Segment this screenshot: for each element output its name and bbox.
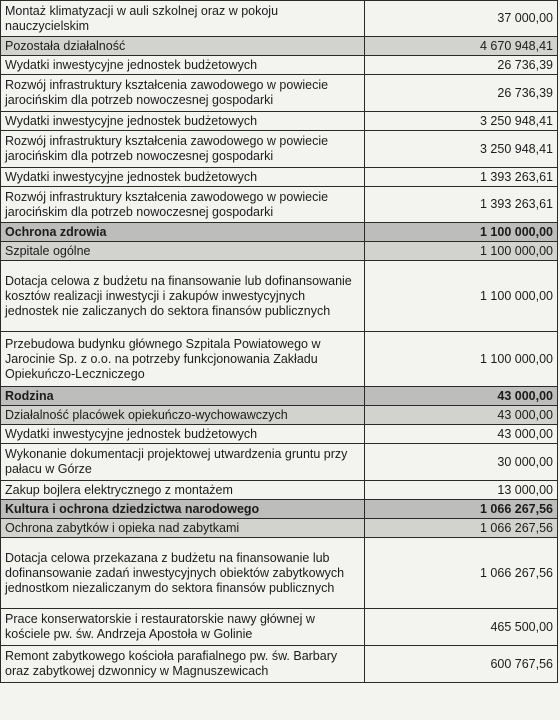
table-row-item bbox=[1, 56, 558, 75]
row-amount-cell: 1 393 263,61 bbox=[365, 168, 558, 187]
table-row-task bbox=[1, 187, 558, 223]
row-name-cell: Wykonanie dokumentacji projektowej utwardzenia gruntu przy pałacu w Górze bbox=[1, 444, 365, 481]
budget-table-body bbox=[1, 1, 558, 683]
row-name-cell: Prace konserwatorskie i restauratorskie nawy głównej w kościele pw. św. Andrzeja Apostoła w Golinie bbox=[1, 609, 365, 646]
row-amount-cell: 30 000,00 bbox=[365, 444, 558, 481]
row-name-cell: Pozostała działalność bbox=[1, 37, 365, 56]
table-row-task bbox=[1, 1, 558, 37]
row-amount-cell: 1 066 267,56 bbox=[365, 538, 558, 609]
row-name-cell: Dotacja celowa z budżetu na finansowanie lub dofinansowanie kosztów realizacji inwestycji i zakupów inwestycyjnych jednostek nie zaliczanych do sektora finansów publicznych bbox=[1, 261, 365, 332]
table-row-item bbox=[1, 168, 558, 187]
row-amount-cell: 37 000,00 bbox=[365, 1, 558, 37]
row-amount-cell: 3 250 948,41 bbox=[365, 131, 558, 168]
row-name-cell: Remont zabytkowego kościoła parafialnego pw. św. Barbary oraz zabytkowej dzwonnicy w Magnuszewicach bbox=[1, 646, 365, 683]
table-row-task bbox=[1, 75, 558, 112]
row-name-cell: Wydatki inwestycyjne jednostek budżetowych bbox=[1, 56, 365, 75]
table-row-task bbox=[1, 646, 558, 683]
row-amount-cell: 13 000,00 bbox=[365, 481, 558, 500]
row-name-cell: Szpitale ogólne bbox=[1, 242, 365, 261]
row-name-cell: Montaż klimatyzacji w auli szkolnej oraz w pokoju nauczycielskim bbox=[1, 1, 365, 37]
row-name-cell: Rozwój infrastruktury kształcenia zawodowego w powiecie jarocińskim dla potrzeb nowoczesnej gospodarki bbox=[1, 75, 365, 112]
row-name-cell: Ochrona zdrowia bbox=[1, 223, 365, 242]
row-name-cell: Wydatki inwestycyjne jednostek budżetowych bbox=[1, 168, 365, 187]
row-name-cell: Kultura i ochrona dziedzictwa narodowego bbox=[1, 500, 365, 519]
row-amount-cell: 1 100 000,00 bbox=[365, 332, 558, 387]
table-row-section bbox=[1, 223, 558, 242]
table-row-task bbox=[1, 131, 558, 168]
row-amount-cell: 43 000,00 bbox=[365, 425, 558, 444]
row-amount-cell: 1 100 000,00 bbox=[365, 242, 558, 261]
row-name-cell: Przebudowa budynku głównego Szpitala Powiatowego w Jarocinie Sp. z o.o. na potrzeby funkcjonowania Zakładu Opiekuńczo-Leczniczego bbox=[1, 332, 365, 387]
table-row-item bbox=[1, 425, 558, 444]
row-name-cell: Rozwój infrastruktury kształcenia zawodowego w powiecie jarocińskim dla potrzeb nowoczesnej gospodarki bbox=[1, 131, 365, 168]
row-amount-cell: 26 736,39 bbox=[365, 75, 558, 112]
table-row-task bbox=[1, 609, 558, 646]
row-amount-cell: 4 670 948,41 bbox=[365, 37, 558, 56]
row-amount-cell: 43 000,00 bbox=[365, 387, 558, 406]
row-amount-cell: 1 100 000,00 bbox=[365, 223, 558, 242]
row-name-cell: Ochrona zabytków i opieka nad zabytkami bbox=[1, 519, 365, 538]
row-amount-cell: 26 736,39 bbox=[365, 56, 558, 75]
table-row-item bbox=[1, 261, 558, 332]
row-amount-cell: 600 767,56 bbox=[365, 646, 558, 683]
row-name-cell: Zakup bojlera elektrycznego z montażem bbox=[1, 481, 365, 500]
row-name-cell: Rodzina bbox=[1, 387, 365, 406]
table-row-section bbox=[1, 500, 558, 519]
row-name-cell: Dotacja celowa przekazana z budżetu na finansowanie lub dofinansowanie zadań inwestycyjnych obiektów zabytkowych jednostkom niezaliczanym do sektora finansów publicznych bbox=[1, 538, 365, 609]
row-name-cell: Rozwój infrastruktury kształcenia zawodowego w powiecie jarocińskim dla potrzeb nowoczesnej gospodarki bbox=[1, 187, 365, 223]
table-row-item bbox=[1, 538, 558, 609]
row-amount-cell: 43 000,00 bbox=[365, 406, 558, 425]
table-row-task bbox=[1, 444, 558, 481]
row-name-cell: Wydatki inwestycyjne jednostek budżetowych bbox=[1, 112, 365, 131]
table-row-section bbox=[1, 387, 558, 406]
table-row-subsection bbox=[1, 37, 558, 56]
row-amount-cell: 3 250 948,41 bbox=[365, 112, 558, 131]
row-amount-cell: 465 500,00 bbox=[365, 609, 558, 646]
table-row-subsection bbox=[1, 519, 558, 538]
row-name-cell: Wydatki inwestycyjne jednostek budżetowych bbox=[1, 425, 365, 444]
row-amount-cell: 1 393 263,61 bbox=[365, 187, 558, 223]
row-amount-cell: 1 066 267,56 bbox=[365, 500, 558, 519]
row-amount-cell: 1 066 267,56 bbox=[365, 519, 558, 538]
table-row-subsection bbox=[1, 406, 558, 425]
row-amount-cell: 1 100 000,00 bbox=[365, 261, 558, 332]
row-name-cell: Działalność placówek opiekuńczo-wychowawczych bbox=[1, 406, 365, 425]
table-row-task bbox=[1, 481, 558, 500]
table-row-item bbox=[1, 112, 558, 131]
table-row-subsection bbox=[1, 242, 558, 261]
table-row-task bbox=[1, 332, 558, 387]
